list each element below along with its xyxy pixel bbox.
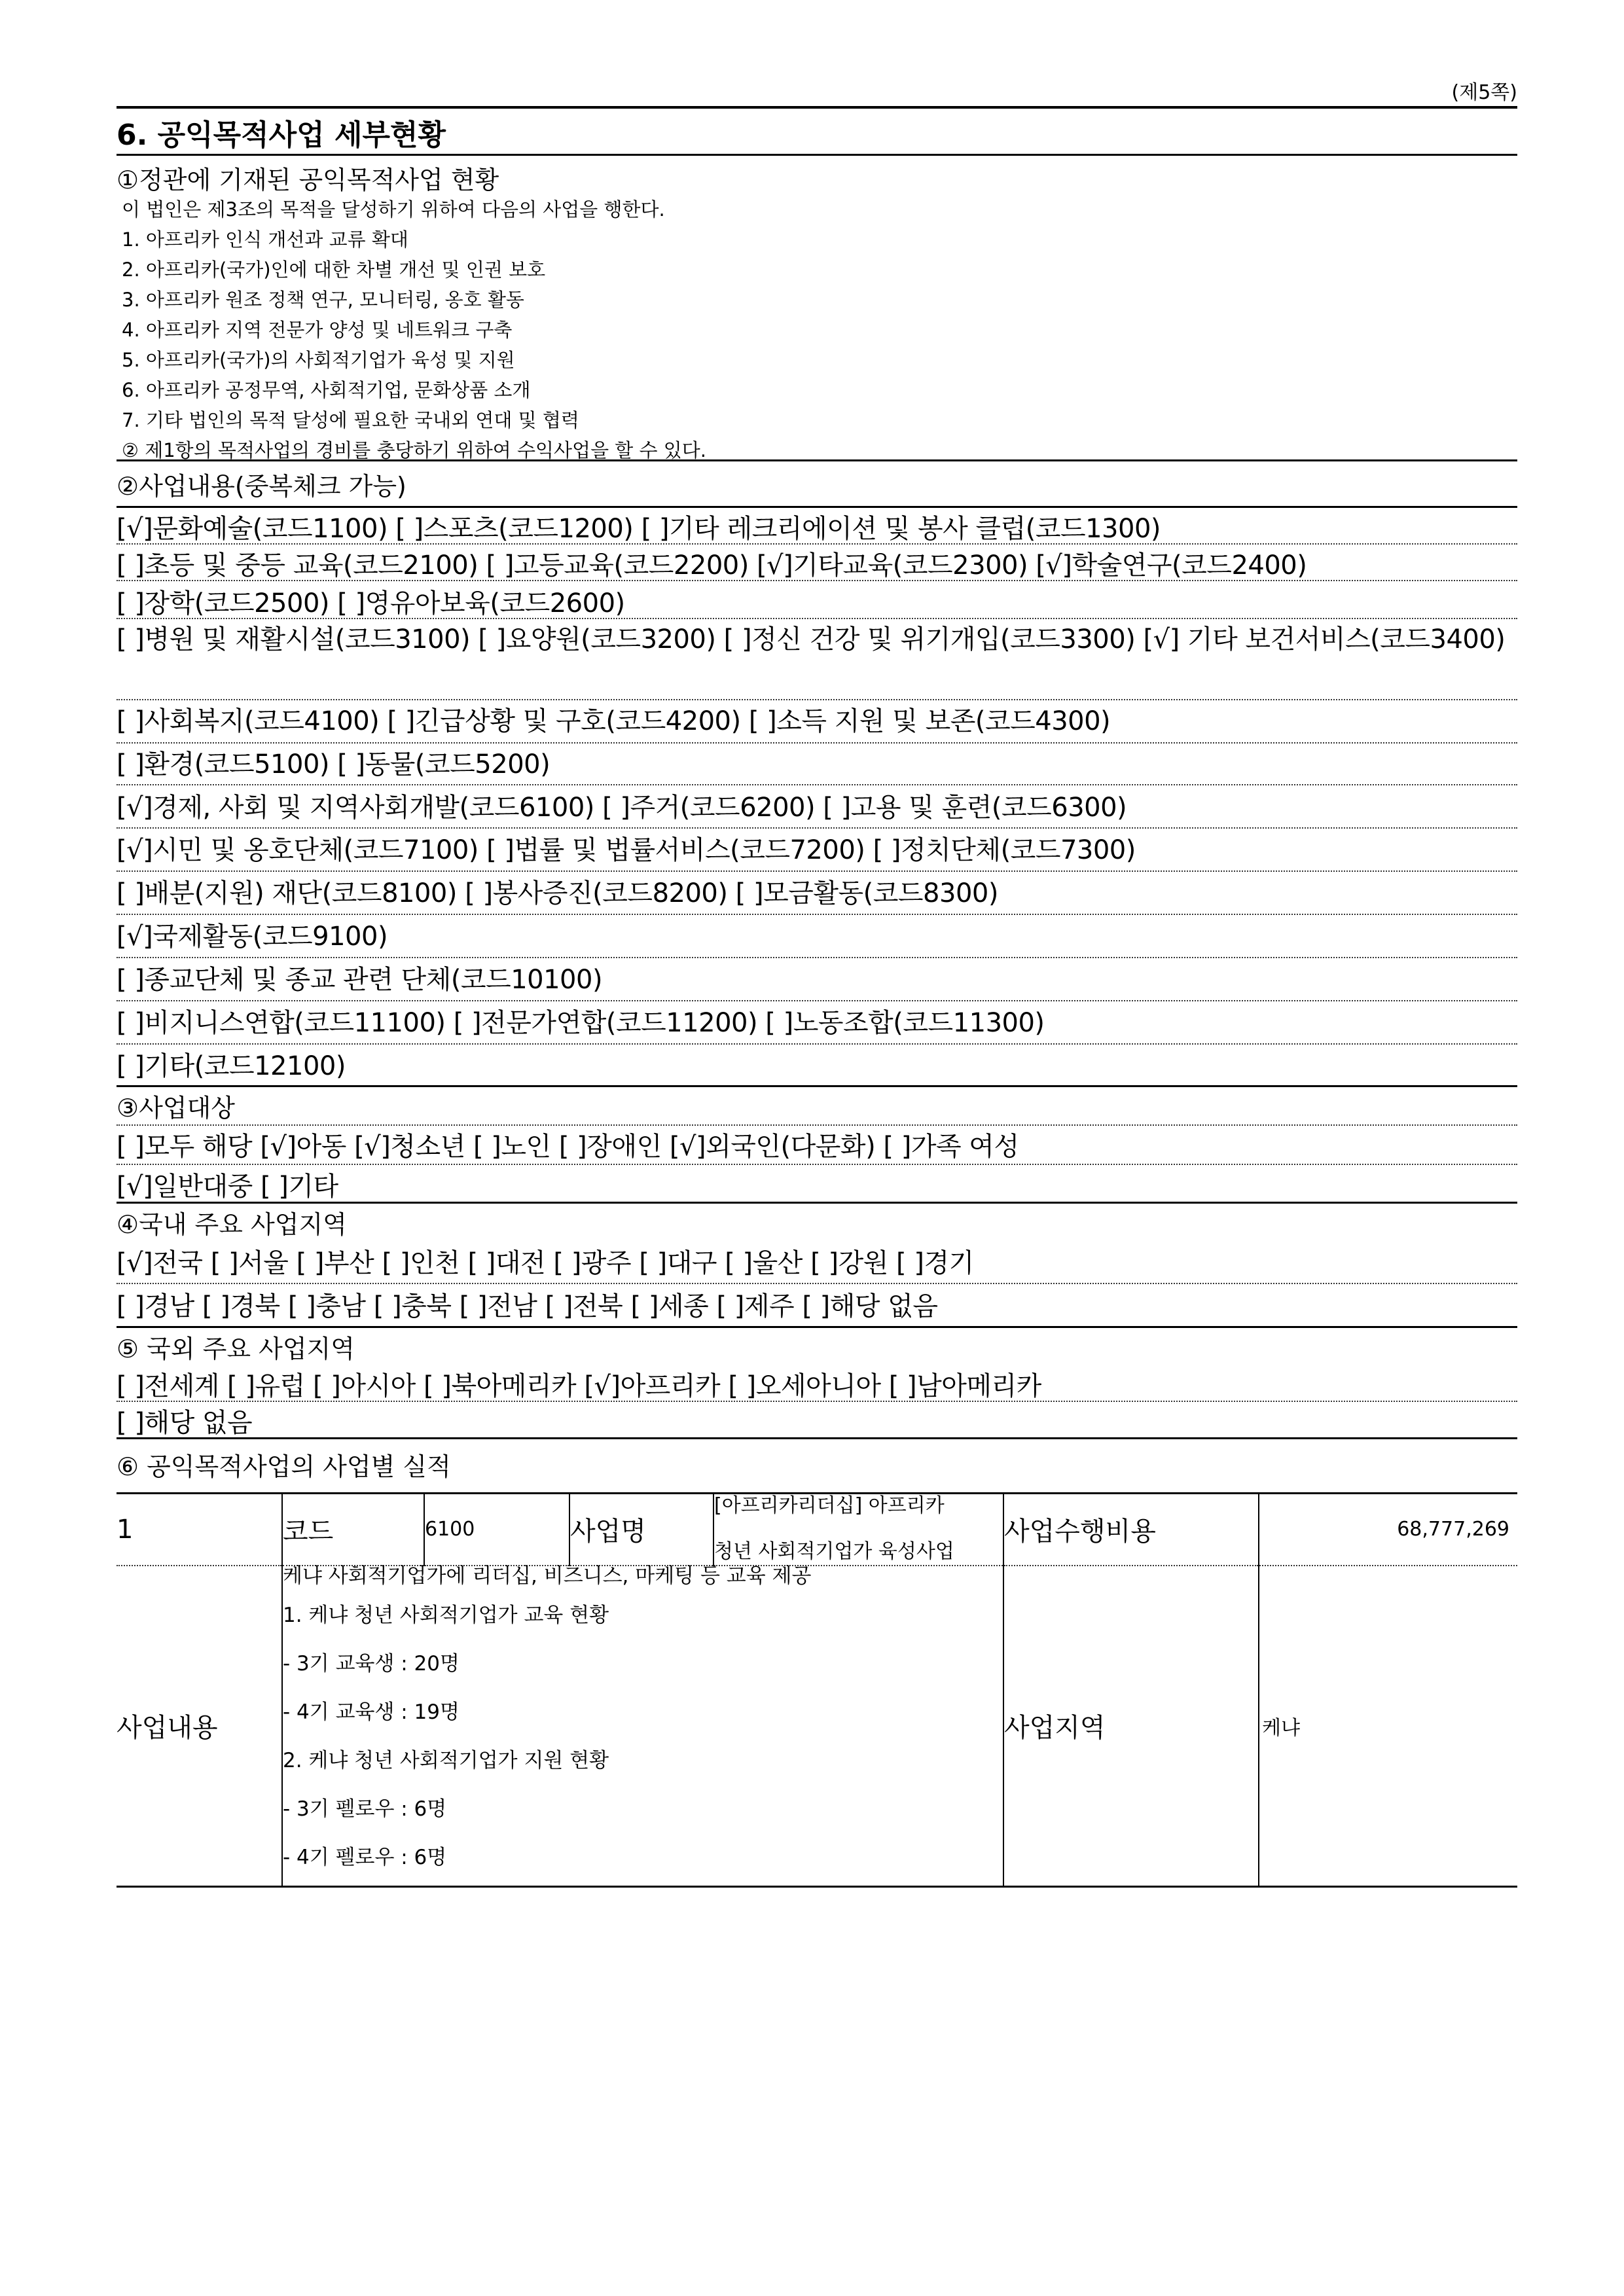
result-number: 1: [117, 1494, 282, 1566]
section-rule: [117, 459, 1517, 461]
business-row: [ ]비지니스연합(코드11100) [ ]전문가연합(코드11200) [ ]노동조합(코드11300): [117, 1008, 1045, 1038]
business-row: [√]국제활동(코드9100): [117, 922, 388, 952]
business-row: [ ]기타(코드12100): [117, 1051, 346, 1081]
content-line: 케냐 사회적기업가에 리더십, 비즈니스, 마케팅 등 교육 제공: [283, 1564, 812, 1588]
name-value-line: [아프리카리더십] 아프리카: [714, 1494, 945, 1517]
domestic-heading: ④국내 주요 사업지역: [117, 1210, 347, 1239]
business-row: [ ]병원 및 재활시설(코드3100) [ ]요양원(코드3200) [ ]정신 건강 및 위기개입(코드3300) [√] 기타 보건서비스(코드3400): [117, 624, 1506, 655]
business-heading: ②사업내용(중복체크 가능): [117, 472, 406, 501]
business-row: [√]경제, 사회 및 지역사회개발(코드6100) [ ]주거(코드6200) [ ]고용 및 훈련(코드6300): [117, 793, 1127, 823]
content-line: - 3기 교육생 : 20명: [283, 1652, 460, 1676]
code-label: 코드: [282, 1494, 424, 1566]
domestic-row: [√]전국 [ ]서울 [ ]부산 [ ]인천 [ ]대전 [ ]광주 [ ]대구 [ ]울산 [ ]강원 [ ]경기: [117, 1248, 974, 1278]
region-value: 케냐: [1259, 1566, 1517, 1886]
target-row: [√]일반대중 [ ]기타: [117, 1172, 338, 1202]
page-number: (제5쪽): [1451, 81, 1517, 104]
top-rule: [117, 106, 1517, 109]
section-rule: [117, 1085, 1517, 1087]
cost-label: 사업수행비용: [1003, 1494, 1259, 1566]
section-rule: [117, 1437, 1517, 1439]
content-body: [282, 1566, 1003, 1886]
section-rule: [117, 1326, 1517, 1328]
results-table: [117, 1494, 1517, 1888]
results-heading: ⑥ 공익목적사업의 사업별 실적: [117, 1452, 451, 1481]
business-row: [ ]종교단체 및 종교 관련 단체(코드10100): [117, 965, 603, 995]
name-value-line: 청년 사회적기업가 육성사업: [714, 1540, 954, 1563]
region-label: 사업지역: [1003, 1566, 1259, 1886]
overseas-row: [ ]전세계 [ ]유럽 [ ]아시아 [ ]북아메리카 [√]아프리카 [ ]오세아니아 [ ]남아메리카: [117, 1371, 1041, 1401]
title-rule: [117, 154, 1517, 156]
article-line: 4. 아프리카 지역 전문가 양성 및 네트워크 구축: [122, 319, 513, 341]
name-value: [713, 1494, 1003, 1566]
articles-heading: ①정관에 기재된 공익목적사업 현황: [117, 166, 499, 194]
article-line: 2. 아프리카(국가)인에 대한 차별 개선 및 인권 보호: [122, 259, 546, 281]
overseas-heading: ⑤ 국외 주요 사업지역: [117, 1335, 355, 1363]
code-value: 6100: [424, 1494, 569, 1566]
overseas-row: [ ]해당 없음: [117, 1408, 253, 1438]
business-row: [ ]배분(지원) 재단(코드8100) [ ]봉사증진(코드8200) [ ]모금활동(코드8300): [117, 878, 998, 908]
content-line: 1. 케냐 청년 사회적기업가 교육 현황: [283, 1604, 609, 1627]
content-label: 사업내용: [117, 1566, 282, 1886]
name-label: 사업명: [569, 1494, 713, 1566]
section-rule: [117, 1202, 1517, 1204]
business-row: [ ]초등 및 중등 교육(코드2100) [ ]고등교육(코드2200) [√]기타교육(코드2300) [√]학술연구(코드2400): [117, 550, 1307, 581]
article-line: 6. 아프리카 공정무역, 사회적기업, 문화상품 소개: [122, 379, 531, 401]
domestic-row: [ ]경남 [ ]경북 [ ]충남 [ ]충북 [ ]전남 [ ]전북 [ ]세종 [ ]제주 [ ]해당 없음: [117, 1291, 938, 1321]
target-row: [ ]모두 해당 [√]아동 [√]청소년 [ ]노인 [ ]장애인 [√]외국인(다문화) [ ]가족 여성: [117, 1132, 1019, 1162]
article-line: 5. 아프리카(국가)의 사회적기업가 육성 및 지원: [122, 349, 515, 371]
business-row: [ ]환경(코드5100) [ ]동물(코드5200): [117, 749, 550, 780]
business-row: [ ]장학(코드2500) [ ]영유아보육(코드2600): [117, 588, 625, 619]
content-line: - 4기 펠로우 : 6명: [283, 1846, 447, 1869]
article-line: 1. 아프리카 인식 개선과 교류 확대: [122, 228, 408, 251]
content-line: - 4기 교육생 : 19명: [283, 1700, 460, 1724]
results-content-row: [117, 1566, 1517, 1886]
content-line: - 3기 펠로우 : 6명: [283, 1797, 447, 1821]
content-line: 2. 케냐 청년 사회적기업가 지원 현황: [283, 1749, 609, 1772]
page-title: 6. 공익목적사업 세부현황: [117, 118, 446, 152]
article-line: ② 제1항의 목적사업의 경비를 충당하기 위하여 수익사업을 할 수 있다.: [122, 439, 707, 461]
business-row: [√]문화예술(코드1100) [ ]스포츠(코드1200) [ ]기타 레크리에이션 및 봉사 클럽(코드1300): [117, 514, 1161, 544]
results-header-row: [117, 1494, 1517, 1566]
business-row: [√]시민 및 옹호단체(코드7100) [ ]법률 및 법률서비스(코드7200) [ ]정치단체(코드7300): [117, 835, 1136, 865]
target-heading: ③사업대상: [117, 1094, 235, 1122]
business-row: [ ]사회복지(코드4100) [ ]긴급상황 및 구호(코드4200) [ ]소득 지원 및 보존(코드4300): [117, 706, 1111, 736]
cost-value: 68,777,269: [1259, 1494, 1517, 1566]
article-line: 7. 기타 법인의 목적 달성에 필요한 국내외 연대 및 협력: [122, 409, 579, 431]
article-line: 이 법인은 제3조의 목적을 달성하기 위하여 다음의 사업을 행한다.: [122, 198, 665, 221]
article-line: 3. 아프리카 원조 정책 연구, 모니터링, 옹호 활동: [122, 289, 524, 311]
